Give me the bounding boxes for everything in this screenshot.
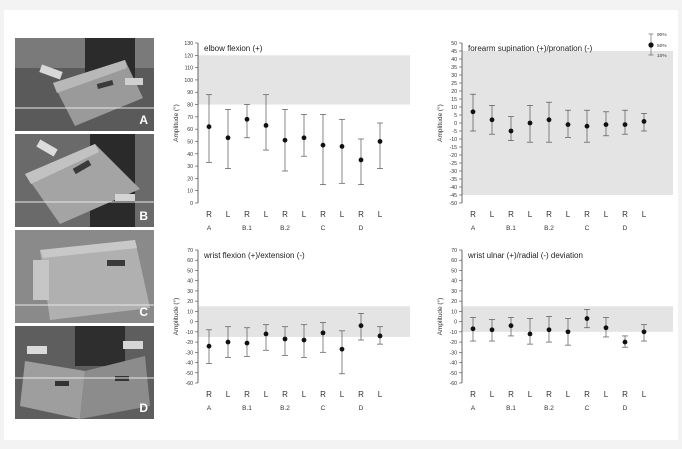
x-tick-label: L — [489, 210, 495, 219]
chart-title: forearm supination (+)/pronation (-) — [468, 44, 593, 53]
y-tick-label: 90 — [187, 90, 193, 97]
x-tick-label: R — [622, 210, 628, 219]
chart-title: wrist flexion (+)/extension (-) — [204, 251, 305, 260]
x-tick-label: L — [377, 210, 383, 219]
x-group-label: B.2 — [280, 225, 290, 232]
y-tick-label: 25 — [451, 81, 457, 87]
x-tick-label: L — [377, 390, 383, 399]
y-tick-label: -35 — [449, 177, 457, 183]
y-tick-label: 0 — [190, 319, 193, 326]
x-group-label: B.2 — [544, 225, 554, 232]
y-axis-label: Amplitude (°) — [437, 297, 444, 336]
x-tick-label: R — [358, 390, 364, 399]
y-tick-label: -50 — [449, 370, 457, 377]
photo-label-b: B — [139, 209, 148, 223]
y-tick-label: 60 — [187, 258, 193, 265]
y-tick-label: 30 — [451, 73, 457, 79]
legend-label-10: 10% — [657, 54, 667, 59]
y-tick-label: -15 — [449, 145, 457, 151]
y-tick-label: 45 — [451, 49, 457, 55]
x-tick-label: R — [206, 210, 212, 219]
x-tick-label: R — [508, 390, 514, 399]
photo-label-a: A — [139, 113, 148, 127]
y-tick-label: -45 — [449, 193, 457, 199]
y-tick-label: -5 — [452, 129, 457, 135]
x-group-label: B.1 — [506, 405, 516, 412]
y-tick-label: 130 — [184, 41, 193, 47]
x-tick-label: L — [339, 390, 345, 399]
x-tick-label: L — [565, 210, 571, 219]
x-group-label: C — [320, 225, 326, 232]
x-tick-label: R — [206, 390, 212, 399]
y-axis-label: Amplitude (°) — [173, 104, 180, 142]
x-tick-label: R — [508, 210, 514, 219]
y-tick-label: -60 — [449, 381, 457, 387]
y-tick-label: 35 — [451, 65, 457, 71]
x-group-label: D — [622, 405, 628, 412]
y-tick-label: 0 — [190, 201, 193, 207]
x-tick-label: L — [641, 210, 647, 219]
x-tick-label: R — [584, 390, 590, 399]
y-tick-label: 5 — [454, 113, 457, 119]
median-point — [623, 340, 628, 345]
y-tick-label: 110 — [184, 65, 193, 72]
y-tick-label: -10 — [449, 329, 457, 336]
legend-label-90: 90% — [657, 33, 667, 38]
y-axis-label: Amplitude (°) — [173, 297, 180, 336]
y-tick-label: 50 — [451, 41, 457, 47]
x-tick-label: L — [641, 390, 647, 399]
median-point — [642, 329, 647, 334]
y-tick-label: 30 — [187, 288, 193, 295]
chart-title: elbow flexion (+) — [204, 44, 263, 53]
x-tick-label: R — [470, 390, 476, 399]
y-tick-label: 60 — [451, 258, 457, 265]
y-tick-label: -50 — [185, 370, 193, 377]
y-tick-label: -60 — [185, 381, 193, 387]
median-point — [528, 331, 533, 336]
x-group-label: C — [584, 405, 590, 412]
y-tick-label: 20 — [451, 89, 457, 95]
y-tick-label: -20 — [449, 153, 457, 159]
chart-title: wrist ulnar (+)/radial (-) deviation — [468, 251, 583, 260]
y-tick-label: -30 — [185, 350, 193, 357]
y-tick-label: -40 — [185, 360, 193, 367]
y-tick-label: 80 — [187, 102, 193, 109]
x-tick-label: L — [527, 210, 533, 219]
y-tick-label: -40 — [449, 185, 457, 191]
y-tick-label: -20 — [449, 340, 457, 347]
y-tick-label: 40 — [451, 57, 457, 63]
y-tick-label: -20 — [185, 340, 193, 347]
y-tick-label: -25 — [449, 161, 457, 167]
x-tick-label: R — [358, 210, 364, 219]
y-tick-label: 40 — [451, 278, 457, 285]
x-tick-label: L — [489, 390, 495, 399]
x-group-label: B.1 — [242, 225, 252, 232]
x-group-label: C — [584, 225, 590, 232]
y-tick-label: 70 — [187, 114, 193, 121]
photo-label-d: D — [139, 401, 148, 415]
y-tick-label: 70 — [451, 248, 457, 254]
x-tick-label: L — [301, 210, 307, 219]
y-tick-label: -50 — [449, 201, 457, 207]
x-tick-label: L — [225, 390, 231, 399]
y-tick-label: 120 — [184, 53, 193, 60]
x-tick-label: R — [282, 390, 288, 399]
y-tick-label: 0 — [454, 121, 457, 127]
x-tick-label: R — [622, 390, 628, 399]
x-tick-label: L — [263, 210, 269, 219]
x-group-label: A — [470, 405, 476, 412]
y-tick-label: 10 — [187, 188, 193, 195]
x-group-label: D — [358, 405, 364, 412]
x-tick-label: L — [603, 210, 609, 219]
x-tick-label: L — [263, 390, 269, 399]
y-tick-label: 40 — [187, 151, 193, 158]
y-tick-label: 20 — [187, 299, 193, 306]
photo-label-c: C — [139, 305, 148, 319]
y-tick-label: 20 — [187, 176, 193, 183]
x-group-label: D — [358, 225, 364, 232]
median-point — [547, 327, 552, 332]
y-tick-label: 60 — [187, 127, 193, 134]
y-tick-label: -40 — [449, 360, 457, 367]
x-tick-label: L — [339, 210, 345, 219]
y-tick-label: 50 — [451, 268, 457, 275]
x-tick-label: R — [244, 210, 250, 219]
x-group-label: B.2 — [544, 405, 554, 412]
x-tick-label: L — [603, 390, 609, 399]
x-tick-label: L — [301, 390, 307, 399]
x-tick-label: L — [225, 210, 231, 219]
y-tick-label: 70 — [187, 248, 193, 254]
x-group-label: B.1 — [242, 405, 252, 412]
y-tick-label: 50 — [187, 268, 193, 275]
y-tick-label: -10 — [449, 137, 457, 143]
y-tick-label: 20 — [451, 299, 457, 306]
median-point — [490, 327, 495, 332]
x-tick-label: R — [546, 210, 552, 219]
median-point — [471, 326, 476, 331]
reference-band — [462, 306, 673, 332]
x-tick-label: R — [282, 210, 288, 219]
y-tick-label: 15 — [451, 97, 457, 103]
x-group-label: A — [206, 225, 212, 232]
y-tick-label: 10 — [451, 105, 457, 111]
y-tick-label: 10 — [451, 309, 457, 316]
x-tick-label: R — [546, 390, 552, 399]
x-group-label: B.1 — [506, 225, 516, 232]
y-tick-label: -30 — [449, 169, 457, 175]
x-group-label: B.2 — [280, 405, 290, 412]
y-tick-label: 40 — [187, 278, 193, 285]
x-tick-label: R — [470, 210, 476, 219]
y-tick-label: -30 — [449, 350, 457, 357]
y-tick-label: -10 — [185, 329, 193, 336]
y-tick-label: 50 — [187, 139, 193, 146]
x-tick-label: L — [565, 390, 571, 399]
x-group-label: A — [470, 225, 476, 232]
y-tick-label: 30 — [451, 288, 457, 295]
y-tick-label: 0 — [454, 319, 457, 326]
x-tick-label: R — [244, 390, 250, 399]
x-tick-label: R — [320, 210, 326, 219]
median-point — [566, 329, 571, 334]
x-group-label: A — [206, 405, 212, 412]
y-axis-label: Amplitude (°) — [437, 104, 444, 142]
x-tick-label: R — [320, 390, 326, 399]
y-tick-label: 100 — [184, 77, 193, 84]
y-tick-label: 30 — [187, 164, 193, 171]
y-tick-label: 10 — [187, 309, 193, 316]
x-tick-label: L — [527, 390, 533, 399]
legend-label-50: 50% — [657, 44, 667, 49]
median-point — [509, 323, 514, 328]
x-tick-label: R — [584, 210, 590, 219]
median-point — [585, 316, 590, 321]
x-group-label: D — [622, 225, 628, 232]
median-point — [604, 325, 609, 330]
x-group-label: C — [320, 405, 326, 412]
